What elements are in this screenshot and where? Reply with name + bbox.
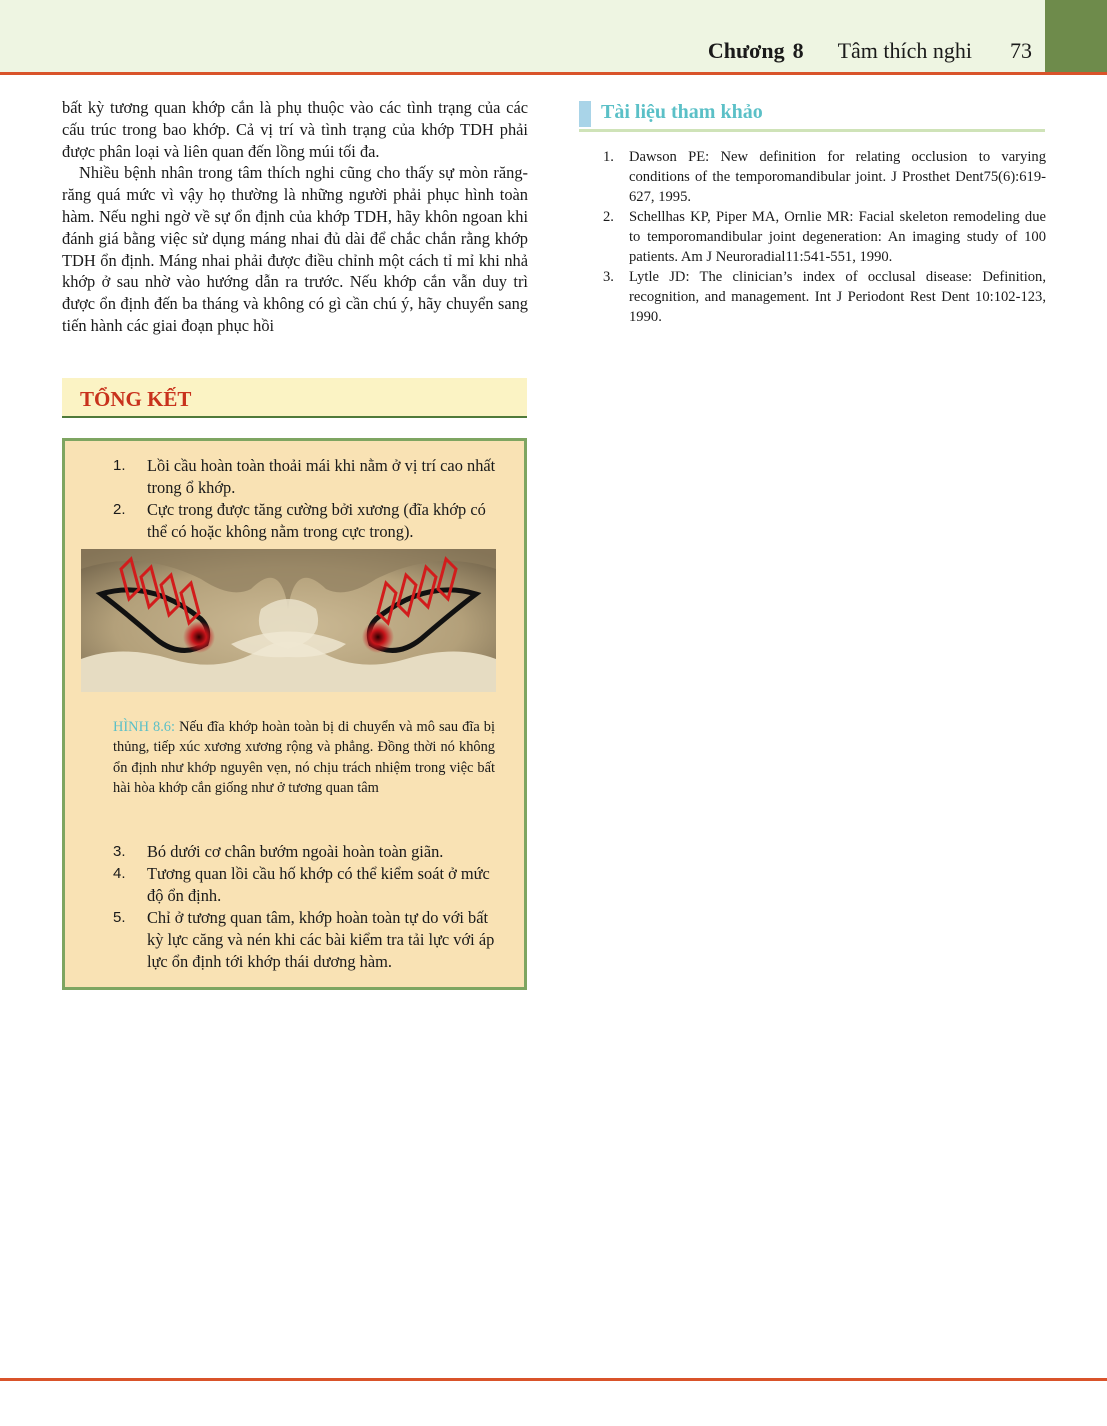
references-list <box>600 147 1046 327</box>
item-number: 4. <box>113 865 126 882</box>
figure-8-6-image <box>81 549 496 692</box>
item-text: Lồi cầu hoàn toàn thoải mái khi nằm ở vị trí cao nhất trong ổ khớp. <box>147 456 496 497</box>
tmj-radiograph-illustration <box>81 549 496 692</box>
reference-text: Dawson PE: New definition for relating occlusion to varying conditions of the temporomandibular joint. J Prosthet Dent75(6):619-627, 1995. <box>629 149 1046 205</box>
paragraph: Nhiều bệnh nhân trong tâm thích nghi cũng cho thấy sự mòn răng-răng quá mức vì vậy họ thường là những người phải phục hình toàn hàm. Nếu nghi ngờ về sự ổn định của khớp TDH, hãy khôn ngoan khi đánh giá bằng việc sử dụng máng nhai đủ dài để chắc chắn rằng khớp TDH ổn định. Máng nhai phải được điều chỉnh một cách tỉ mỉ khi nhả khớp ở sau nhờ vào hướng dẫn ra trước. Nếu khớp cắn vẫn duy trì được ổn định đến ba tháng và không có gì cần chú ý, hãy chuyển sang tiến hành các giai đoạn phục hồi <box>62 163 528 335</box>
body-text <box>62 97 528 337</box>
heading-accent-bar <box>579 101 591 127</box>
page-number: 73 <box>1010 38 1032 63</box>
summary-box <box>62 438 527 990</box>
item-text: Bó dưới cơ chân bướm ngoài hoàn toàn giãn. <box>147 842 444 861</box>
item-text: Chỉ ở tương quan tâm, khớp hoàn toàn tự do với bất kỳ lực căng và nén khi các bài kiểm tra tải lực với áp lực ổn định tới khớp thái dương hàm. <box>147 908 495 971</box>
item-text: Tương quan lồi cầu hố khớp có thể kiểm soát ở mức độ ổn định. <box>147 864 490 905</box>
reference-item <box>600 147 1046 207</box>
header-tab <box>1045 0 1107 72</box>
reference-text: Lytle JD: The clinician’s index of occlusal disease: Definition, recognition, and management. Int J Periodont Rest Dent 10:102-123, 1990. <box>629 269 1046 325</box>
item-number: 2. <box>113 501 126 518</box>
summary-heading: TỔNG KẾT <box>80 387 192 411</box>
item-number: 5. <box>113 909 126 926</box>
reference-text: Schellhas KP, Piper MA, Ornlie MR: Facial skeleton remodeling due to temporomandibular joint degeneration: An imaging study of 100 patients. Am J Neuroradial11:541-551, 1990. <box>629 209 1046 265</box>
reference-number: 2. <box>603 209 614 225</box>
page-header <box>0 0 1107 72</box>
item-number: 1. <box>113 457 126 474</box>
summary-heading-bar <box>62 378 527 418</box>
paragraph: bất kỳ tương quan khớp cắn là phụ thuộc vào các tình trạng của các cấu trúc trong bao khớp. Cả vị trí và tình trạng của khớp TDH phải được phân loại và liên quan đến lồng múi tối đa. <box>62 98 528 161</box>
summary-item <box>113 455 497 499</box>
figure-caption-text: Nếu đĩa khớp hoàn toàn bị di chuyển và mô sau đĩa bị thủng, tiếp xúc xương xương rộng và phẳng. Đồng thời nó không ổn định như khớp nguyên vẹn, nó chịu trách nhiệm trong việc bất hài hòa khớp cắn giống như ở tương quan tâm <box>113 719 495 796</box>
summary-item <box>113 499 497 543</box>
running-head <box>708 38 1032 64</box>
header-rule <box>0 72 1107 75</box>
chapter-number: 8 <box>792 38 804 63</box>
reference-item <box>600 267 1046 327</box>
reference-number: 3. <box>603 269 614 285</box>
figure-caption <box>113 717 495 798</box>
summary-item <box>113 907 497 973</box>
item-text: Cực trong được tăng cường bởi xương (đĩa khớp có thể có hoặc không nằm trong cực trong). <box>147 500 486 541</box>
chapter-label: Chương <box>707 38 785 63</box>
summary-item <box>113 841 497 863</box>
references-heading-bar <box>579 101 1045 132</box>
references-heading: Tài liệu tham khảo <box>601 101 763 123</box>
reference-item <box>600 207 1046 267</box>
summary-item <box>113 863 497 907</box>
figure-label: HÌNH 8.6: <box>113 719 176 735</box>
item-number: 3. <box>113 843 126 860</box>
reference-number: 1. <box>603 149 614 165</box>
summary-list <box>113 841 497 973</box>
summary-list <box>113 455 497 543</box>
chapter-title: Tâm thích nghi <box>837 38 972 63</box>
footer-rule <box>0 1378 1107 1381</box>
